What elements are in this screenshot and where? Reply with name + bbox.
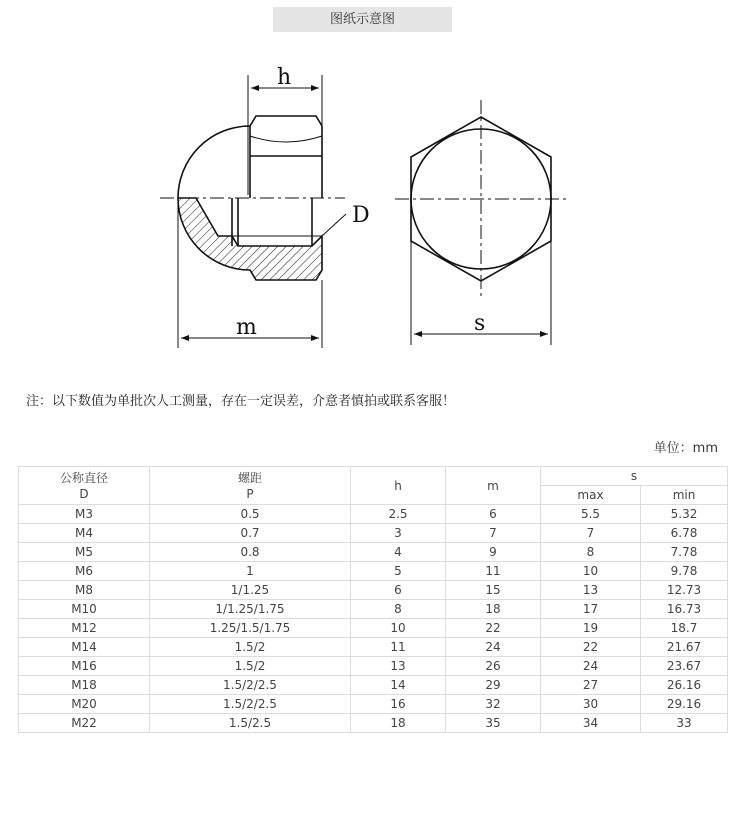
header-s-max: max (541, 486, 641, 505)
header-diameter-sym: D (79, 486, 89, 501)
table-row (19, 562, 728, 581)
cell-m: 7 (446, 524, 541, 543)
table-row (19, 657, 728, 676)
cell-s-min: 21.67 (641, 638, 728, 657)
table-row (19, 714, 728, 733)
cell-diameter: M3 (19, 505, 150, 524)
cell-h: 6 (351, 581, 446, 600)
header-pitch-cn: 螺距 (237, 470, 262, 485)
cell-diameter: M6 (19, 562, 150, 581)
cell-h: 11 (351, 638, 446, 657)
cell-s-max: 13 (541, 581, 641, 600)
cell-m: 11 (446, 562, 541, 581)
measurement-note: 注：以下数值为单批次人工测量，存在一定误差，介意者慎拍或联系客服！ (26, 394, 456, 409)
cell-s-max: 34 (541, 714, 641, 733)
spec-table (18, 466, 728, 733)
cell-diameter: M18 (19, 676, 150, 695)
cap-nut-drawing (0, 40, 750, 370)
label-h: h (277, 65, 292, 90)
cell-s-min: 7.78 (641, 543, 728, 562)
cell-pitch: 0.8 (150, 543, 351, 562)
cell-m: 32 (446, 695, 541, 714)
cell-h: 10 (351, 619, 446, 638)
cell-pitch: 1.5/2/2.5 (150, 676, 351, 695)
cell-pitch: 1.5/2.5 (150, 714, 351, 733)
cell-diameter: M10 (19, 600, 150, 619)
cell-s-min: 29.16 (641, 695, 728, 714)
cell-m: 22 (446, 619, 541, 638)
cell-h: 14 (351, 676, 446, 695)
cell-pitch: 1.5/2 (150, 638, 351, 657)
cell-m: 15 (446, 581, 541, 600)
top-view (395, 100, 570, 345)
cell-pitch: 0.7 (150, 524, 351, 543)
cell-s-min: 6.78 (641, 524, 728, 543)
cell-s-max: 7 (541, 524, 641, 543)
cell-s-min: 23.67 (641, 657, 728, 676)
cell-s-max: 24 (541, 657, 641, 676)
cell-pitch: 1/1.25 (150, 581, 351, 600)
label-m: m (236, 315, 257, 340)
cell-s-max: 27 (541, 676, 641, 695)
table-row (19, 581, 728, 600)
cell-h: 18 (351, 714, 446, 733)
table-row (19, 676, 728, 695)
cell-diameter: M8 (19, 581, 150, 600)
cell-diameter: M4 (19, 524, 150, 543)
cell-m: 24 (446, 638, 541, 657)
cell-h: 16 (351, 695, 446, 714)
spec-table-body (19, 505, 728, 733)
cell-s-min: 16.73 (641, 600, 728, 619)
cell-h: 5 (351, 562, 446, 581)
cell-m: 26 (446, 657, 541, 676)
header-h: h (351, 467, 446, 505)
cell-h: 3 (351, 524, 446, 543)
cell-h: 8 (351, 600, 446, 619)
header-diameter-cn: 公称直径 (59, 470, 108, 485)
cell-diameter: M22 (19, 714, 150, 733)
cell-m: 35 (446, 714, 541, 733)
drawing-title: 图纸示意图 (273, 7, 452, 32)
header-s: s (541, 467, 728, 486)
cell-s-max: 19 (541, 619, 641, 638)
cell-m: 6 (446, 505, 541, 524)
table-row (19, 695, 728, 714)
header-pitch (150, 467, 351, 505)
cell-s-max: 10 (541, 562, 641, 581)
cell-s-min: 12.73 (641, 581, 728, 600)
cell-pitch: 1.5/2 (150, 657, 351, 676)
table-row (19, 505, 728, 524)
cell-diameter: M12 (19, 619, 150, 638)
unit-label: 单位：mm (653, 441, 718, 456)
label-d: D (352, 203, 370, 228)
label-s: s (474, 311, 486, 336)
cell-s-min: 26.16 (641, 676, 728, 695)
cell-s-max: 30 (541, 695, 641, 714)
header-pitch-sym: P (246, 486, 254, 501)
cell-diameter: M20 (19, 695, 150, 714)
cell-s-min: 5.32 (641, 505, 728, 524)
cell-m: 9 (446, 543, 541, 562)
cell-m: 29 (446, 676, 541, 695)
header-diameter (19, 467, 150, 505)
side-view (160, 75, 346, 348)
cell-h: 4 (351, 543, 446, 562)
table-row (19, 619, 728, 638)
cell-s-min: 18.7 (641, 619, 728, 638)
cell-s-max: 5.5 (541, 505, 641, 524)
table-row (19, 638, 728, 657)
cell-diameter: M16 (19, 657, 150, 676)
cell-h: 13 (351, 657, 446, 676)
cell-s-min: 33 (641, 714, 728, 733)
table-row (19, 600, 728, 619)
cell-h: 2.5 (351, 505, 446, 524)
cell-s-max: 8 (541, 543, 641, 562)
header-s-min: min (641, 486, 728, 505)
table-row (19, 543, 728, 562)
cell-diameter: M5 (19, 543, 150, 562)
cell-s-min: 9.78 (641, 562, 728, 581)
header-m: m (446, 467, 541, 505)
cell-diameter: M14 (19, 638, 150, 657)
cell-pitch: 0.5 (150, 505, 351, 524)
cell-pitch: 1 (150, 562, 351, 581)
cell-pitch: 1/1.25/1.75 (150, 600, 351, 619)
cell-m: 18 (446, 600, 541, 619)
table-row (19, 524, 728, 543)
cell-pitch: 1.5/2/2.5 (150, 695, 351, 714)
cell-s-max: 22 (541, 638, 641, 657)
cell-s-max: 17 (541, 600, 641, 619)
cell-pitch: 1.25/1.5/1.75 (150, 619, 351, 638)
